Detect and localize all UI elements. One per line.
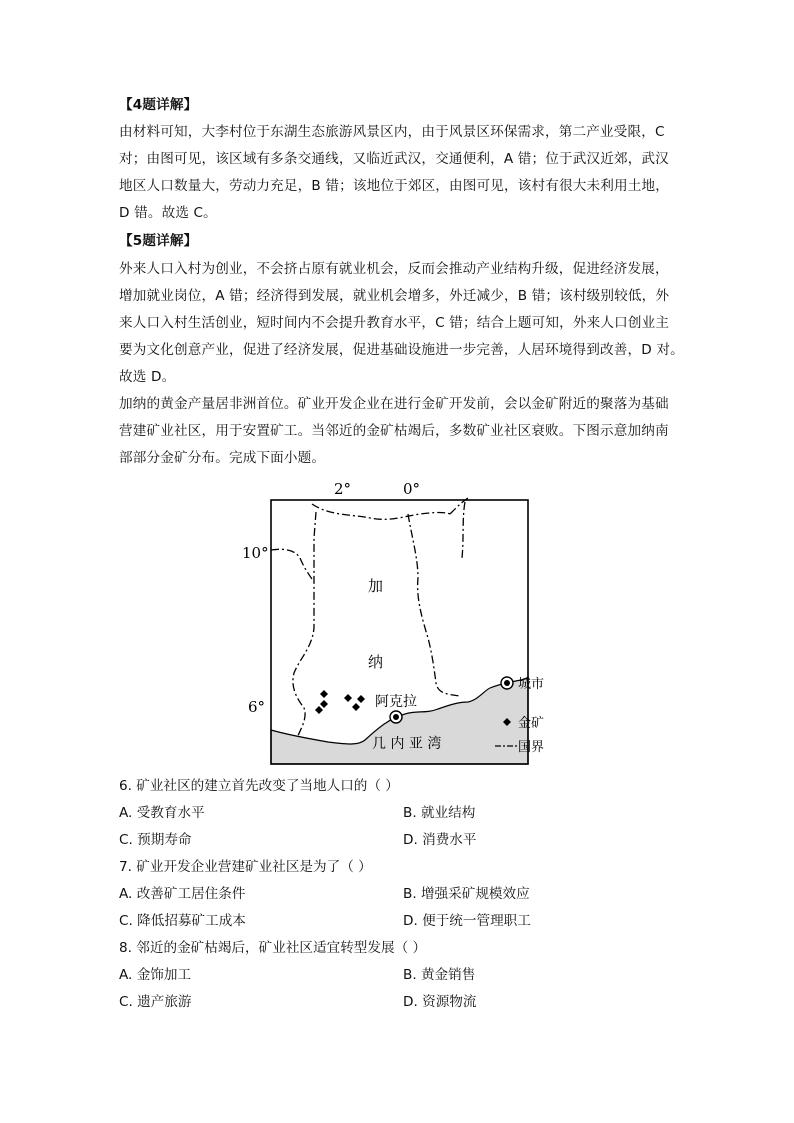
q4-line-1: 由材料可知，大李村位于东湖生态旅游风景区内，由于风景区环保需求，第二产业受限，C <box>119 124 665 140</box>
gold-mine-marker <box>320 690 328 698</box>
q5-heading: 【5题详解】 <box>119 233 198 249</box>
question-8-stem: 8. 邻近的金矿枯竭后，矿业社区适宜转型发展（ ） <box>119 940 427 956</box>
q6-option-b[interactable]: B. 就业结构 <box>403 805 476 821</box>
q7-option-d[interactable]: D. 便于统一管理职工 <box>403 913 531 929</box>
legend-city-label: 城市 <box>518 677 545 692</box>
q8-option-a[interactable]: A. 金饰加工 <box>119 967 192 983</box>
sea-label: 几 内 亚 湾 <box>372 736 442 752</box>
question-7-stem: 7. 矿业开发企业营建矿业社区是为了（ ） <box>119 859 372 875</box>
intro-line-2: 营建矿业社区，用于安置矿工。当邻近的金矿枯竭后，多数矿业社区衰败。下图示意加纳南 <box>119 423 669 439</box>
national-borders <box>271 498 468 736</box>
q7-option-a[interactable]: A. 改善矿工居住条件 <box>119 886 246 902</box>
q5-line-4: 要为文化创意产业，促进了经济发展，促进基础设施进一步完善，人居环境得到改善，D 对。 <box>119 342 684 358</box>
intro-line-1: 加纳的黄金产量居非洲首位。矿业开发企业在进行金矿开发前，会以金矿附近的聚落为基础 <box>119 396 669 412</box>
lat-label-6: 6° <box>248 698 266 716</box>
q5-line-2: 增加就业岗位，A 错；经济得到发展，就业机会增多，外迁减少，B 错；该村级别较低，外 <box>119 288 670 304</box>
q5-line-3: 来人口入村生活创业，短时间内不会提升教育水平，C 错；结合上题可知，外来人口创业主 <box>119 315 670 331</box>
q7-option-b[interactable]: B. 增强采矿规模效应 <box>403 886 530 902</box>
q4-heading: 【4题详解】 <box>119 97 198 113</box>
q8-option-c[interactable]: C. 遗产旅游 <box>119 994 192 1010</box>
q6-option-a[interactable]: A. 受教育水平 <box>119 805 205 821</box>
country-char-2: 纳 <box>368 653 384 671</box>
intro-line-3: 部部分金矿分布。完成下面小题。 <box>119 450 326 466</box>
question-6-stem: 6. 矿业社区的建立首先改变了当地人口的（ ） <box>119 778 399 794</box>
legend-gold-label: 金矿 <box>518 716 545 731</box>
lon-label-2: 2° <box>334 480 352 498</box>
q4-line-4: D 错。故选 C。 <box>119 205 217 221</box>
gold-mines <box>315 690 365 714</box>
q6-option-d[interactable]: D. 消费水平 <box>403 832 477 848</box>
gold-mine-marker <box>320 700 328 708</box>
gold-mine-marker <box>352 703 360 711</box>
legend-border-label: 国界 <box>518 740 545 755</box>
country-char-1: 加 <box>368 577 384 595</box>
legend-city-icon <box>501 677 513 689</box>
gold-mine-marker <box>344 694 352 702</box>
q4-line-3: 地区人口数量大，劳动力充足，B 错；该地位于郊区，由图可见，该村有很大未利用土地， <box>119 178 669 194</box>
q8-option-b[interactable]: B. 黄金销售 <box>403 967 476 983</box>
lon-label-0: 0° <box>403 480 421 498</box>
gold-mine-marker <box>315 706 323 714</box>
q5-line-1: 外来人口入村为创业，不会挤占原有就业机会，反而会推动产业结构升级，促进经济发展， <box>119 261 669 277</box>
ghana-gold-map <box>240 478 570 770</box>
q7-option-c[interactable]: C. 降低招募矿工成本 <box>119 913 246 929</box>
city-label-accra: 阿克拉 <box>375 694 417 710</box>
q8-option-d[interactable]: D. 资源物流 <box>403 994 477 1010</box>
gold-mine-marker <box>357 695 365 703</box>
q4-line-2: 对；由图可见，该区域有多条交通线，又临近武汉，交通便利，A 错；位于武汉近郊，武汉 <box>119 151 669 167</box>
lat-label-10: 10° <box>242 544 269 562</box>
city-marker-accra <box>390 711 402 723</box>
q5-line-5: 故选 D。 <box>119 369 176 385</box>
q6-option-c[interactable]: C. 预期寿命 <box>119 832 192 848</box>
